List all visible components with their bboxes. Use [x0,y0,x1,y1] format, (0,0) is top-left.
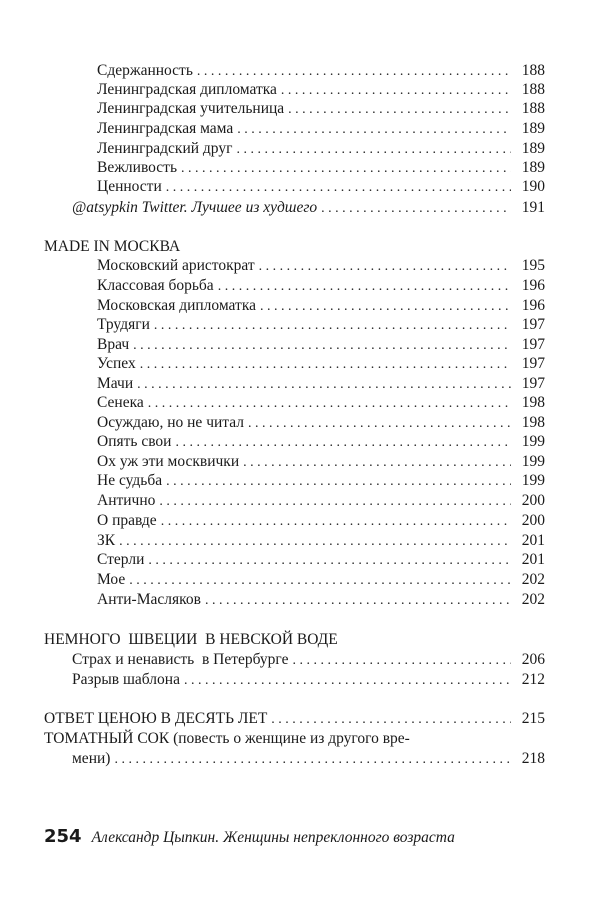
toc-entry [97,471,545,491]
toc-entry [97,511,545,531]
toc-entry-page: 199 [521,453,545,470]
dot-leader [243,452,511,473]
running-title: Александр Цыпкин. Женщины непреклонного возраста [91,829,455,846]
toc-entry [97,570,545,590]
toc-entry-title: Мое [97,571,126,588]
dot-leader [175,432,511,453]
dot-leader [159,491,511,512]
toc-entry-page: 215 [521,710,545,727]
toc-entry [97,335,545,355]
toc-entry-title: Ленинградская мама [97,120,234,137]
toc-entry-page: 189 [521,159,545,176]
toc-entry-title: Московская дипломатка [97,297,256,314]
toc-entry [97,256,545,276]
dot-leader [148,550,511,571]
dot-leader [140,354,511,375]
toc-entry-page: 198 [521,394,545,411]
dot-leader [129,570,511,591]
toc-entry-page: 201 [521,551,545,568]
toc-entry-title: Московский аристократ [97,257,255,274]
toc-entry-title: Успех [97,355,136,372]
toc-entry [44,709,545,729]
toc-entry [72,749,545,769]
dot-leader [260,296,511,317]
toc-entry-title: ОТВЕТ ЦЕНОЮ В ДЕСЯТЬ ЛЕТ [44,710,268,727]
toc-entry-title: Опять свои [97,433,172,450]
toc-entry-title-line1: ТОМАТНЫЙ СОК (повесть о женщине из другого вре- [44,730,410,747]
toc-entry-title: Мачи [97,375,134,392]
toc-entry-title: Антично [97,492,156,509]
toc-entry-title: Страх и ненависть в Петербурге [72,651,289,668]
toc-entry [97,177,545,197]
toc-entry-page: 202 [521,591,545,608]
toc-entry [97,80,545,100]
toc-entry-title: Врач [97,336,130,353]
toc-entry-title: Ленинградская учительница [97,100,285,117]
dot-leader [248,413,511,434]
toc-entry [97,531,545,551]
dot-leader [154,315,511,336]
dot-leader [288,99,511,120]
toc-entry [97,61,545,81]
toc-entry-page: 200 [521,492,545,509]
toc-entry-title: Не судьба [97,472,163,489]
toc-entry-page: 197 [521,355,545,372]
toc-entry [97,158,545,178]
dot-leader [236,139,511,160]
toc-entry-title-line2: мени) [72,750,111,767]
toc-entry [97,374,545,394]
toc-entry-page: 197 [521,316,545,333]
dot-leader [181,158,511,179]
toc-entry-page: 196 [521,277,545,294]
toc-entry [97,99,545,119]
toc-entry-title: Ценности [97,178,162,195]
toc-entry-title: Сенека [97,394,144,411]
toc-entry [97,590,545,610]
dot-leader [205,590,511,611]
toc-entry-title: Разрыв шаблона [72,671,180,688]
toc-entry-page: 195 [521,257,545,274]
toc-entry [97,452,545,472]
dot-leader [281,80,511,101]
toc-entry [97,393,545,413]
toc-entry-page: 197 [521,375,545,392]
toc-entry-page: 212 [521,671,545,688]
toc-entry-page: 199 [521,472,545,489]
toc-entry-title: ЗК [97,532,116,549]
dot-leader [197,61,511,82]
toc-entry-title: Сдержанность [97,62,193,79]
toc-entry-page: 199 [521,433,545,450]
toc-entry-page: 200 [521,512,545,529]
toc-entry-title: Ох уж эти москвички [97,453,240,470]
page-number: 254 [44,826,82,847]
dot-leader [321,198,511,219]
toc-entry-page: 201 [521,532,545,549]
toc-entry [97,296,545,316]
toc-entry [72,650,545,670]
dot-leader [133,335,511,356]
toc-entry-title: Стерли [97,551,145,568]
dot-leader [271,709,511,730]
toc-entry-page: 188 [521,62,545,79]
toc-entry-page: 189 [521,120,545,137]
dot-leader [161,511,511,532]
toc-entry [72,198,545,218]
toc-entry [97,491,545,511]
toc-entry [97,413,545,433]
toc-entry-page: 202 [521,571,545,588]
toc-entry-page: 190 [521,178,545,195]
toc-entry-title: @atsypkin Twitter. Лучшее из худшего [72,199,318,216]
toc-entry-title: О правде [97,512,157,529]
dot-leader [259,256,511,277]
dot-leader [166,471,511,492]
toc-entry-page: 206 [521,651,545,668]
toc-entry [72,670,545,690]
section-heading-moscow: MADE IN МОСКВА [44,238,181,255]
dot-leader [119,531,511,552]
toc-entry-title: Осуждаю, но не читал [97,414,244,431]
toc-entry-title: Анти-Масляков [97,591,201,608]
dot-leader [292,650,511,671]
toc-entry-title: Вежливость [97,159,178,176]
section-heading-sweden: НЕМНОГО ШВЕЦИИ В НЕВСКОЙ ВОДЕ [44,631,338,648]
toc-entry [97,119,545,139]
dot-leader [237,119,511,140]
dot-leader [114,749,511,770]
toc-entry-title: Трудяги [97,316,150,333]
toc-entry-page: 196 [521,297,545,314]
toc-entry-title: Ленинградский друг [97,140,233,157]
toc-entry [97,276,545,296]
toc-entry [97,354,545,374]
dot-leader [137,374,511,395]
toc-entry-page: 191 [521,199,545,216]
page-footer [44,826,455,850]
dot-leader [166,177,511,198]
dot-leader [218,276,511,297]
toc-entry [97,550,545,570]
toc-entry-title: Ленинградская дипломатка [97,81,277,98]
toc-entry-page: 198 [521,414,545,431]
toc-entry-page: 188 [521,81,545,98]
toc-entry [97,315,545,335]
toc-entry-page: 188 [521,100,545,117]
dot-leader [148,393,511,414]
toc-entry [97,432,545,452]
toc-entry-page: 218 [521,750,545,767]
toc-entry-title: Классовая борьба [97,277,214,294]
toc-entry-page: 189 [521,140,545,157]
toc-entry-page: 197 [521,336,545,353]
toc-entry [97,139,545,159]
dot-leader [184,670,511,691]
